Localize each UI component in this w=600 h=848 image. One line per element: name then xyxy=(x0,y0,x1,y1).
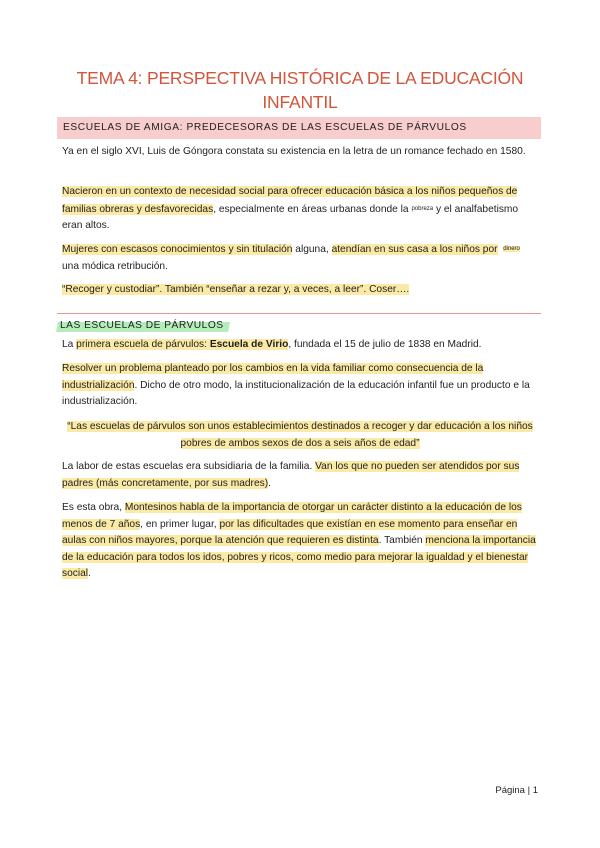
section-heading-escuelas-parvulos xyxy=(60,318,224,334)
section-divider xyxy=(57,313,541,314)
handwritten-note: dinero xyxy=(503,246,520,252)
section-heading-text: LAS ESCUELAS DE PÁRVULOS xyxy=(60,320,224,331)
paragraph xyxy=(62,459,538,492)
paragraph-text: La labor de estas escuelas era subsidiaria de la familia. xyxy=(62,461,316,472)
paragraph-text: Es esta obra, xyxy=(62,502,125,513)
highlighted-quote: “Las escuelas de párvulos son unos establecimientos destinados a recoger y dar educación a los niños pobres de ambos sexos de dos a seis años de edad” xyxy=(67,421,533,449)
highlighted-text: Nacieron en un contexto de necesidad social para ofrecer educación básica a los niños pequeños de familias obreras y desfavorecidas xyxy=(62,186,518,215)
paragraph-text: alguna, xyxy=(292,244,332,255)
highlighted-text: Montesinos habla de la importancia de otorgar un carácter distinto a la educación de los menos de 7 años xyxy=(62,502,522,530)
highlighted-text: menciona la importancia de la educación para todos los idos, pobres y ricos, como medio para mejorar la igualdad y el bienestar social xyxy=(62,535,536,579)
paragraph xyxy=(62,337,538,354)
highlighted-text: por las dificultades que existían en ese momento para enseñar en aulas con niños mayores, porque la atención que requieren es distinta xyxy=(62,518,518,546)
paragraph-text: . También xyxy=(378,535,426,546)
paragraph-text: , fundada el 15 de julio de 1838 en Madrid. xyxy=(288,339,482,350)
paragraph-text: . xyxy=(88,568,91,579)
paragraph-text: La xyxy=(62,339,77,350)
paragraph xyxy=(62,500,538,583)
quote xyxy=(62,418,538,452)
paragraph xyxy=(62,361,538,411)
paragraph xyxy=(62,241,538,275)
paragraph-text: . Dicho de otro modo, la institucionalización de la educación infantil fue un producto e la industrialización. xyxy=(62,379,530,407)
paragraph xyxy=(62,144,538,161)
bold-text: Escuela de Virio xyxy=(209,339,289,350)
paragraph xyxy=(62,282,538,299)
paragraph xyxy=(62,184,538,235)
page-title: TEMA 4: PERSPECTIVA HISTÓRICA DE LA EDUCACIÓN INFANTIL xyxy=(76,68,524,112)
highlighted-text: Mujeres con escasos conocimientos y sin titulación xyxy=(62,244,293,255)
paragraph-text: , en primer lugar, xyxy=(140,518,220,530)
highlighted-text: Van los que no pueden ser atendidos por sus padres (más concretamente, por sus madres) xyxy=(62,461,520,489)
paragraph-text: una módica retribución. xyxy=(62,260,168,272)
paragraph-text: , especialmente en áreas urbanas donde la xyxy=(213,203,409,215)
highlighted-text: primera escuela de párvulos: xyxy=(76,339,210,350)
highlighted-text: “Recoger y custodiar”. También “enseñar a rezar y, a veces, a leer”. Coser…. xyxy=(62,284,410,295)
highlighted-text: Resolver un problema planteado por los cambios en la vida familiar como consecuencia de la industrialización xyxy=(62,363,484,391)
paragraph-text: y el analfabetismo eran altos. xyxy=(62,203,519,231)
section-heading-escuelas-amiga: ESCUELAS DE AMIGA: PREDECESORAS DE LAS ESCUELAS DE PÁRVULOS xyxy=(57,117,541,139)
highlighted-text: atendían en sus casa a los niños por xyxy=(331,244,498,255)
page-number: Página | 1 xyxy=(495,785,538,796)
paragraph-text: . xyxy=(268,477,271,489)
handwritten-note: pobreza xyxy=(411,205,434,212)
paragraph-text: Ya en el siglo XVI, Luis de Góngora constata su existencia en la letra de un romance fechado en 1580. xyxy=(62,146,526,157)
